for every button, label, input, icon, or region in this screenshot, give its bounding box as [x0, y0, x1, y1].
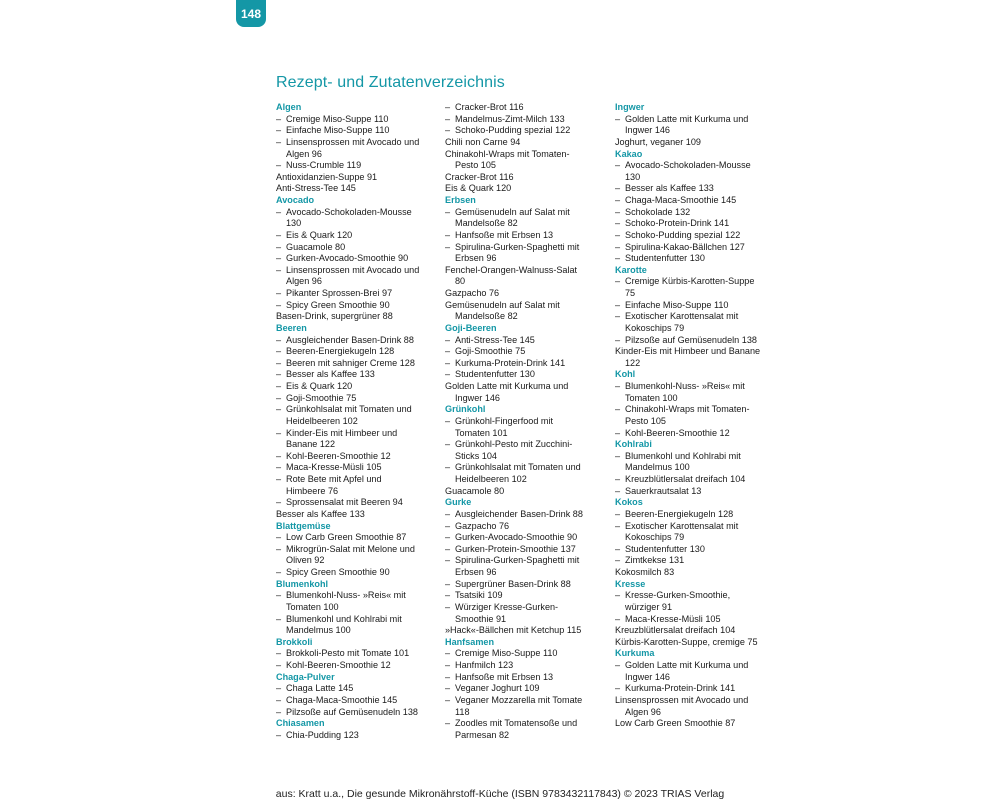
index-subentry: – Schoko-Protein-Drink 141	[615, 218, 783, 230]
index-subentry: – Beeren-Energiekugeln 128	[276, 346, 444, 358]
index-entry: Antioxidanzien-Suppe 91	[276, 171, 378, 182]
index-subentry: – Kreuzblütlersalat dreifach 104	[615, 474, 783, 486]
index-heading: Chaga-Pulver	[276, 671, 335, 682]
index-column-2	[445, 102, 613, 741]
index-subentry: – Gurken-Protein-Smoothie 137	[445, 544, 613, 556]
index-subentry: – Eis & Quark 120	[276, 230, 444, 242]
index-entry: »Hack«-Bällchen mit Ketchup 115	[445, 625, 582, 636]
index-subentry: – Sauerkrautsalat 13	[615, 486, 783, 498]
index-subentry: – Grünkohlsalat mit Tomaten und	[445, 462, 613, 474]
index-subentry: – Grünkohlsalat mit Tomaten und	[276, 404, 444, 416]
index-subentry: – Schoko-Pudding spezial 122	[615, 230, 783, 242]
index-entry: Eis & Quark 120	[445, 183, 512, 194]
index-entry-continuation: Tomaten 101	[455, 427, 508, 438]
source-footer: aus: Kratt u.a., Die gesunde Mikronährstoff-Küche (ISBN 9783432117843) © 2023 TRIAS Verlag	[275, 788, 725, 800]
index-heading: Avocado	[276, 195, 315, 205]
index-entry: Kreuzblütlersalat dreifach 104	[615, 625, 736, 636]
index-entry: Chili non Carne 94	[445, 136, 521, 147]
index-entry-continuation: 80	[455, 276, 466, 287]
index-subentry: – Blumenkohl-Nuss- »Reis« mit	[615, 381, 783, 393]
index-entry: Golden Latte mit Kurkuma und	[445, 381, 569, 391]
index-subentry: – Veganer Joghurt 109	[445, 683, 613, 695]
index-subentry: – Tsatsiki 109	[445, 590, 613, 602]
index-entry-continuation: Smoothie 91	[455, 613, 507, 624]
index-subentry: – Kurkuma-Protein-Drink 141	[445, 358, 613, 370]
index-subentry: – Maca-Kresse-Müsli 105	[615, 614, 783, 626]
index-heading: Hanfsamen	[445, 636, 495, 647]
index-entry-continuation: 130	[286, 218, 302, 229]
index-subentry: – Cremige Kürbis-Karotten-Suppe	[615, 276, 783, 288]
index-subentry: – Zoodles mit Tomatensoße und	[445, 718, 613, 730]
index-subentry: – Zimtkekse 131	[615, 555, 783, 567]
index-subentry: – Supergrüner Basen-Drink 88	[445, 579, 613, 591]
index-subentry: – Schokolade 132	[615, 207, 783, 219]
index-subentry: – Golden Latte mit Kurkuma und	[615, 114, 783, 126]
index-entry: Chinakohl-Wraps mit Tomaten-	[445, 148, 570, 159]
index-entry-continuation: Heidelbeeren 102	[286, 415, 358, 426]
index-entry-continuation: Mandelmus 100	[286, 625, 351, 636]
index-subentry: – Goji-Smoothie 75	[276, 393, 444, 405]
index-entry-continuation: 75	[625, 288, 636, 298]
index-entry-continuation: 122	[625, 357, 641, 368]
index-heading: Beeren	[276, 322, 307, 333]
index-subentry: – Pilzsoße auf Gemüsenudeln 138	[276, 707, 444, 719]
index-subentry: – Ausgleichender Basen-Drink 88	[445, 509, 613, 521]
index-subentry: – Blumenkohl und Kohlrabi mit	[615, 451, 783, 463]
index-entry-continuation: Algen 96	[286, 148, 322, 159]
index-subentry: – Anti-Stress-Tee 145	[445, 335, 613, 347]
index-heading: Kohlrabi	[615, 439, 652, 450]
index-entry: Kürbis-Karotten-Suppe, cremige 75	[615, 636, 758, 647]
index-heading: Brokkoli	[276, 636, 313, 647]
index-subentry: – Rote Bete mit Apfel und	[276, 474, 444, 486]
index-subentry: – Cremige Miso-Suppe 110	[445, 648, 613, 660]
index-column-3	[615, 102, 783, 730]
index-heading: Goji-Beeren	[445, 322, 497, 333]
index-subentry: – Würziger Kresse-Gurken-	[445, 602, 613, 614]
index-subentry: – Studentenfutter 130	[615, 544, 783, 556]
index-subentry: – Einfache Miso-Suppe 110	[615, 300, 783, 312]
index-subentry: – Exotischer Karottensalat mit	[615, 311, 783, 323]
index-subentry: – Mikrogrün-Salat mit Melone und	[276, 544, 444, 556]
index-entry: Besser als Kaffee 133	[276, 508, 365, 519]
index-entry-continuation: Parmesan 82	[455, 729, 510, 740]
index-entry-continuation: Mandelsoße 82	[455, 218, 518, 229]
index-subentry: – Chinakohl-Wraps mit Tomaten-	[615, 404, 783, 416]
index-subentry: – Eis & Quark 120	[276, 381, 444, 393]
index-entry-continuation: Ingwer 146	[455, 392, 500, 403]
index-subentry: – Hanfmilch 123	[445, 660, 613, 672]
index-heading: Erbsen	[445, 195, 476, 205]
index-entry: Anti-Stress-Tee 145	[276, 183, 356, 194]
index-subentry: – Maca-Kresse-Müsli 105	[276, 462, 444, 474]
index-heading: Karotte	[615, 264, 647, 275]
index-column-1	[276, 102, 444, 741]
index-subentry: – Nuss-Crumble 119	[276, 160, 444, 172]
index-entry-continuation: Mandelsoße 82	[455, 311, 518, 322]
index-entry-continuation: Banane 122	[286, 439, 336, 450]
index-entry-continuation: Oliven 92	[286, 555, 325, 566]
index-heading: Kresse	[615, 578, 646, 589]
index-heading: Kurkuma	[615, 648, 655, 659]
index-subentry: – Gazpacho 76	[445, 521, 613, 533]
index-subentry: – Schoko-Pudding spezial 122	[445, 125, 613, 137]
index-subentry: – Mandelmus-Zimt-Milch 133	[445, 114, 613, 126]
index-entry-continuation: Ingwer 146	[625, 125, 670, 136]
index-subentry: – Beeren mit sahniger Creme 128	[276, 358, 444, 370]
index-heading: Grünkohl	[445, 404, 486, 415]
index-entry: Joghurt, veganer 109	[615, 136, 701, 147]
index-subentry: – Grünkohl-Fingerfood mit	[445, 416, 613, 428]
index-entry: Linsensprossen mit Avocado und	[615, 694, 749, 705]
index-entry-continuation: Pesto 105	[625, 415, 666, 426]
index-subentry: – Pikanter Sprossen-Brei 97	[276, 288, 444, 300]
index-entry: Guacamole 80	[445, 485, 505, 496]
index-subentry: – Linsensprossen mit Avocado und	[276, 137, 444, 149]
index-heading: Chiasamen	[276, 718, 325, 729]
index-subentry: – Besser als Kaffee 133	[276, 369, 444, 381]
index-subentry: – Gemüsenudeln auf Salat mit	[445, 207, 613, 219]
index-entry-continuation: Tomaten 100	[286, 601, 339, 612]
index-heading: Algen	[276, 102, 302, 112]
page-title: Rezept- und Zutatenverzeichnis	[276, 74, 505, 91]
index-entry: Kinder-Eis mit Himbeer und Banane	[615, 346, 761, 357]
index-entry-continuation: Kokoschips 79	[625, 532, 685, 543]
index-subentry: – Spicy Green Smoothie 90	[276, 300, 444, 312]
index-heading: Ingwer	[615, 102, 645, 112]
index-subentry: – Spirulina-Gurken-Spaghetti mit	[445, 242, 613, 254]
index-subentry: – Studentenfutter 130	[445, 369, 613, 381]
index-subentry: – Kurkuma-Protein-Drink 141	[615, 683, 783, 695]
index-subentry: – Linsensprossen mit Avocado und	[276, 265, 444, 277]
index-entry-continuation: Ingwer 146	[625, 671, 670, 682]
index-heading: Blattgemüse	[276, 520, 331, 531]
index-heading: Kakao	[615, 148, 643, 159]
index-entry: Gazpacho 76	[445, 288, 500, 298]
index-subentry: – Gurken-Avocado-Smoothie 90	[276, 253, 444, 265]
index-subentry: – Kresse-Gurken-Smoothie,	[615, 590, 783, 602]
index-entry-continuation: Erbsen 96	[455, 253, 497, 264]
index-entry-continuation: Himbeere 76	[286, 485, 339, 496]
index-subentry: – Kinder-Eis mit Himbeer und	[276, 428, 444, 440]
index-subentry: – Beeren-Energiekugeln 128	[615, 509, 783, 521]
index-entry-continuation: Algen 96	[286, 276, 322, 287]
index-subentry: – Chia-Pudding 123	[276, 730, 444, 742]
index-subentry: – Chaga Latte 145	[276, 683, 444, 695]
index-subentry: – Avocado-Schokoladen-Mousse	[615, 160, 783, 172]
index-subentry: – Goji-Smoothie 75	[445, 346, 613, 358]
index-entry: Gemüsenudeln auf Salat mit	[445, 299, 560, 310]
index-subentry: – Veganer Mozzarella mit Tomate	[445, 695, 613, 707]
index-subentry: – Chaga-Maca-Smoothie 145	[276, 695, 444, 707]
index-subentry: – Cremige Miso-Suppe 110	[276, 114, 444, 126]
index-subentry: – Spirulina-Kakao-Bällchen 127	[615, 242, 783, 254]
index-subentry: – Ausgleichender Basen-Drink 88	[276, 335, 444, 347]
index-entry: Fenchel-Orangen-Walnuss-Salat	[445, 264, 578, 275]
index-subentry: – Brokkoli-Pesto mit Tomate 101	[276, 648, 444, 660]
index-subentry: – Chaga-Maca-Smoothie 145	[615, 195, 783, 207]
index-subentry: – Kohl-Beeren-Smoothie 12	[276, 660, 444, 672]
index-subentry: – Golden Latte mit Kurkuma und	[615, 660, 783, 672]
index-entry-continuation: Heidelbeeren 102	[455, 474, 527, 484]
index-subentry: – Spirulina-Gurken-Spaghetti mit	[445, 555, 613, 567]
index-subentry: – Hanfsoße mit Erbsen 13	[445, 230, 613, 242]
index-entry: Cracker-Brot 116	[445, 171, 514, 182]
index-subentry: – Kohl-Beeren-Smoothie 12	[615, 428, 783, 440]
index-subentry: – Pilzsoße auf Gemüsenudeln 138	[615, 335, 783, 347]
index-subentry: – Avocado-Schokoladen-Mousse	[276, 207, 444, 219]
index-subentry: – Grünkohl-Pesto mit Zucchini-	[445, 439, 613, 451]
index-heading: Kokos	[615, 497, 643, 508]
index-subentry: – Einfache Miso-Suppe 110	[276, 125, 444, 137]
page-number-badge: 148	[236, 0, 266, 27]
index-entry-continuation: Algen 96	[625, 706, 661, 717]
index-heading: Blumenkohl	[276, 578, 329, 589]
index-heading: Kohl	[615, 369, 636, 380]
index-entry: Kokosmilch 83	[615, 567, 675, 577]
index-subentry: – Guacamole 80	[276, 242, 444, 254]
index-entry: Low Carb Green Smoothie 87	[615, 718, 736, 729]
index-subentry: – Studentenfutter 130	[615, 253, 783, 265]
index-subentry: – Kohl-Beeren-Smoothie 12	[276, 451, 444, 463]
index-entry-continuation: Mandelmus 100	[625, 462, 690, 473]
index-entry-continuation: Tomaten 100	[625, 392, 678, 403]
index-subentry: – Sprossensalat mit Beeren 94	[276, 497, 444, 509]
index-entry: Basen-Drink, supergrüner 88	[276, 311, 393, 322]
index-subentry: – Low Carb Green Smoothie 87	[276, 532, 444, 544]
index-entry-continuation: Sticks 104	[455, 450, 497, 461]
index-entry-continuation: 130	[625, 171, 641, 182]
index-entry-continuation: Erbsen 96	[455, 567, 497, 577]
index-subentry: – Gurken-Avocado-Smoothie 90	[445, 532, 613, 544]
index-subentry: – Cracker-Brot 116	[445, 102, 613, 114]
index-entry-continuation: Kokoschips 79	[625, 322, 685, 333]
index-entry-continuation: Pesto 105	[455, 160, 496, 171]
index-entry-continuation: würziger 91	[625, 601, 673, 612]
index-heading: Gurke	[445, 497, 472, 508]
index-subentry: – Blumenkohl und Kohlrabi mit	[276, 614, 444, 626]
index-subentry: – Hanfsoße mit Erbsen 13	[445, 672, 613, 684]
index-subentry: – Besser als Kaffee 133	[615, 183, 783, 195]
index-subentry: – Exotischer Karottensalat mit	[615, 521, 783, 533]
index-subentry: – Spicy Green Smoothie 90	[276, 567, 444, 579]
index-entry-continuation: 118	[455, 706, 470, 717]
index-subentry: – Blumenkohl-Nuss- »Reis« mit	[276, 590, 444, 602]
